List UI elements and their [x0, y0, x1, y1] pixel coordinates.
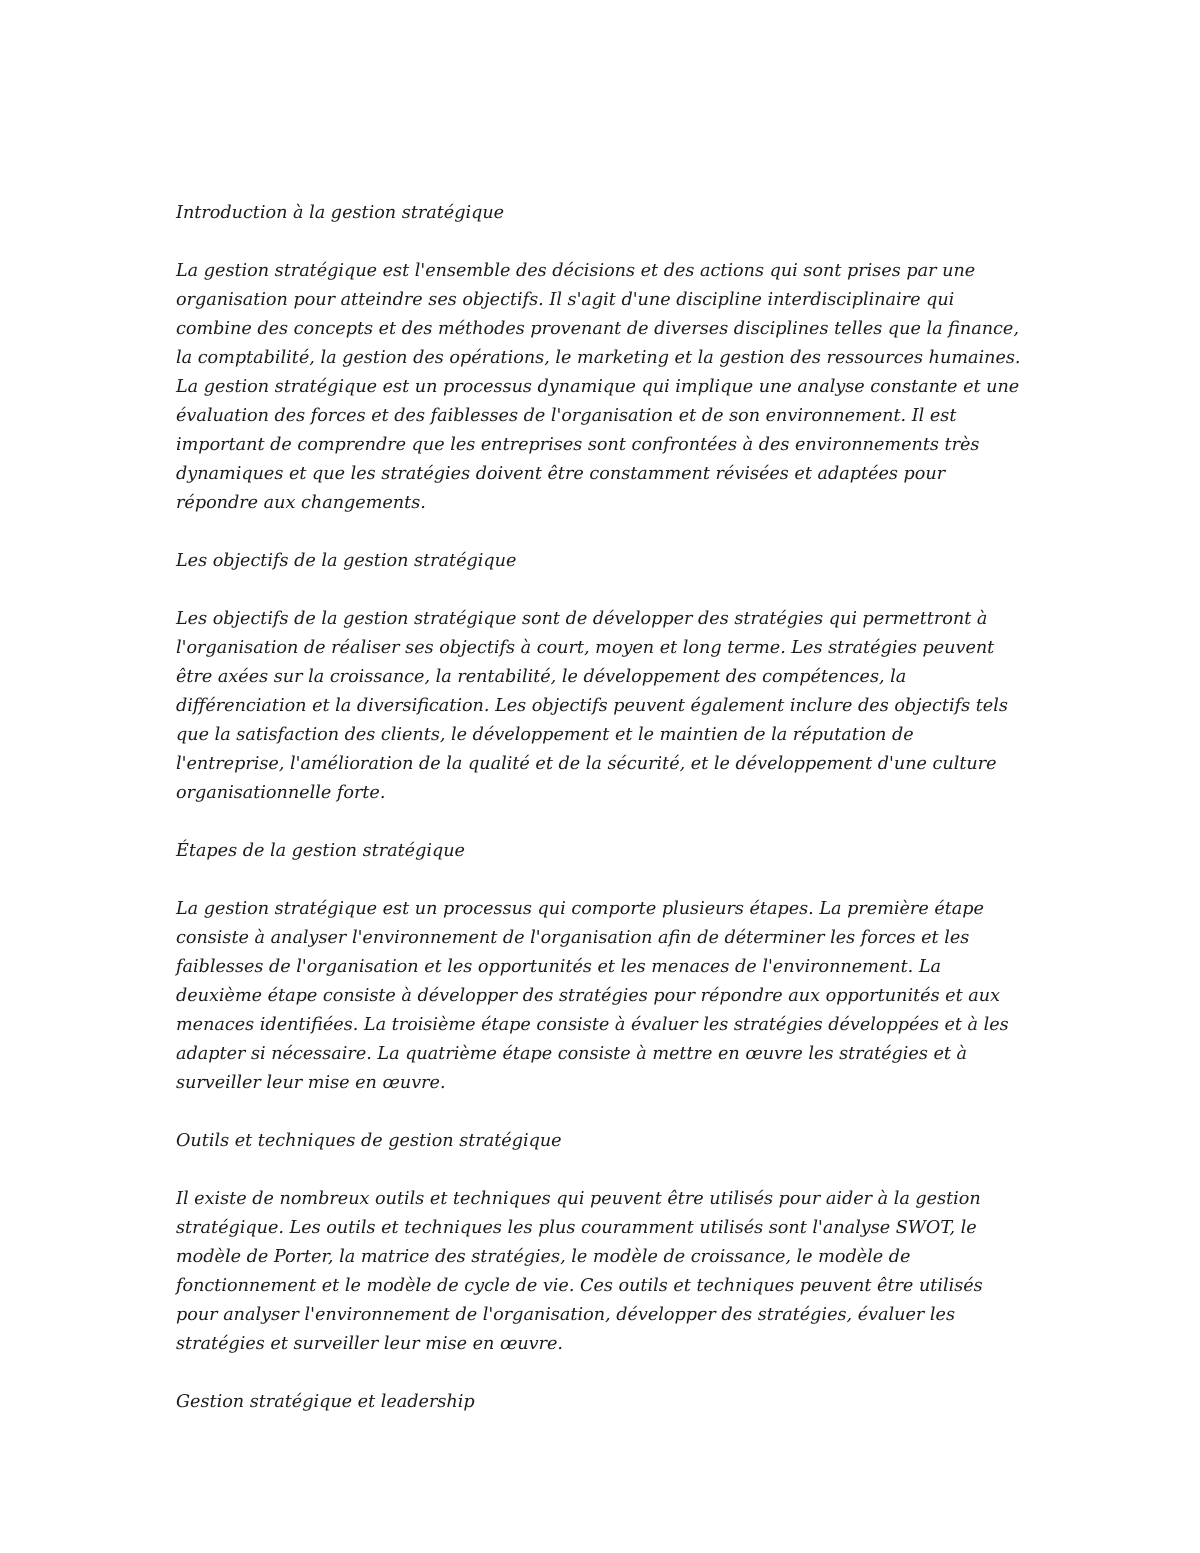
section-heading-objectifs: Les objectifs de la gestion stratégique: [176, 551, 517, 571]
section-heading-outils: Outils et techniques de gestion stratégique: [176, 1131, 562, 1151]
section-heading-etapes: Étapes de la gestion stratégique: [176, 841, 465, 861]
section-paragraph-objectifs: Les objectifs de la gestion stratégique sont de développer des stratégies qui permettront à l'organisation de réaliser ses objectifs à court, moyen et long terme. Les stratégies peuvent être axées sur la croissance, la rentabilité, le développement des compétences, la différenciation et la diversification. Les objectifs peuvent également inclure des objectifs tels que la satisfaction des clients, le développement et le maintien de la réputation de l'entreprise, l'amélioration de la qualité et de la sécurité, et le développement d'une culture organisationnelle forte.: [176, 609, 1008, 803]
section-paragraph-introduction: La gestion stratégique est l'ensemble des décisions et des actions qui sont prises par une organisation pour atteindre ses objectifs. Il s'agit d'une discipline interdisciplinaire qui combine des concepts et des méthodes provenant de diverses disciplines telles que la finance, la comptabilité, la gestion des opérations, le marketing et la gestion des ressources humaines. La gestion stratégique est un processus dynamique qui implique une analyse constante et une évaluation des forces et des faiblesses de l'organisation et de son environnement. Il est important de comprendre que les entreprises sont confrontées à des environnements très dynamiques et que les stratégies doivent être constamment révisées et adaptées pour répondre aux changements.: [176, 261, 1021, 513]
section-paragraph-etapes: La gestion stratégique est un processus qui comporte plusieurs étapes. La première étape consiste à analyser l'environnement de l'organisation afin de déterminer les forces et les faiblesses de l'organisation et les opportunités et les menaces de l'environnement. La deuxième étape consiste à développer des stratégies pour répondre aux opportunités et aux menaces identifiées. La troisième étape consiste à évaluer les stratégies développées et à les adapter si nécessaire. La quatrième étape consiste à mettre en œuvre les stratégies et à surveiller leur mise en œuvre.: [176, 899, 1009, 1093]
section-heading-leadership: Gestion stratégique et leadership: [176, 1392, 475, 1412]
document-body: [176, 199, 1026, 1417]
section-paragraph-outils: Il existe de nombreux outils et techniques qui peuvent être utilisés pour aider à la gestion stratégique. Les outils et techniques les plus couramment utilisés sont l'analyse SWOT, le modèle de Porter, la matrice des stratégies, le modèle de croissance, le modèle de fonctionnement et le modèle de cycle de vie. Ces outils et techniques peuvent être utilisés pour analyser l'environnement de l'organisation, développer des stratégies, évaluer les stratégies et surveiller leur mise en œuvre.: [176, 1189, 983, 1354]
section-heading-introduction: Introduction à la gestion stratégique: [176, 203, 505, 223]
